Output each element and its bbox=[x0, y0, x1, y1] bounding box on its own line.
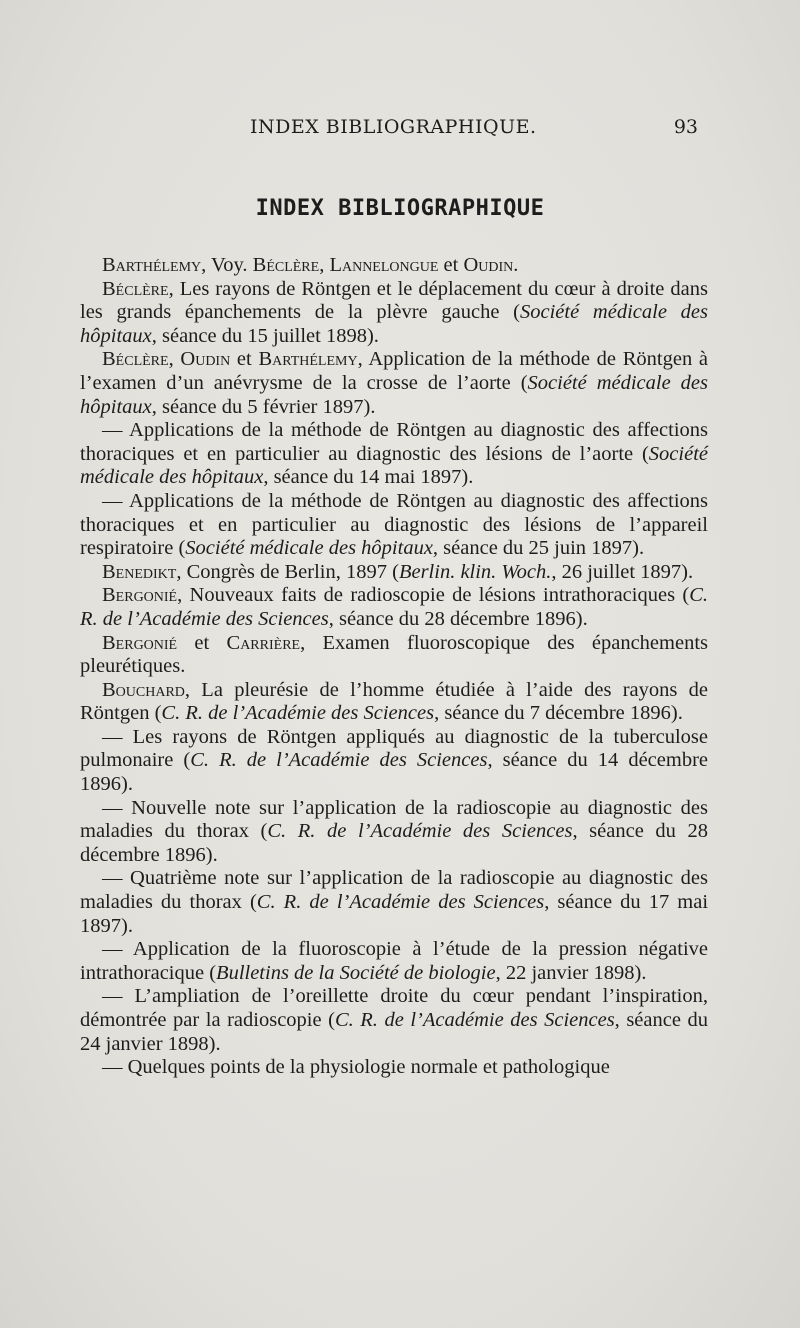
bib-entry-bouchard-4: — Quatrième note sur l’application de la radioscopie au diagnostic des maladies du thorax (C. R. de l’Académie des Sciences, séance du 17 mai 1897). bbox=[80, 867, 709, 937]
bib-entry-beclere-3: — Applications de la méthode de Röntgen au diagnostic des affections thoraciques et en particulier au diagnostic des lésions de l’appareil respiratoire (Société médicale des hôpitaux, séance du 25 juin 1897). bbox=[80, 489, 708, 560]
bib-entry-bouchard-3: — Nouvelle note sur l’application de la radioscopie au diagnostic des maladies du thorax (C. R. de l’Académie des Sciences, séance du 28 décembre 1896). bbox=[80, 796, 709, 866]
bib-entry-bergonie-carriere: Bergonié et Carrière, Examen fluoroscopique des épanchements pleurétiques. bbox=[80, 631, 709, 678]
page-number: 93 bbox=[673, 116, 698, 138]
bib-entry-barthelemy: Barthélemy, Voy. Béclère, Lannelongue et Oudin. bbox=[102, 254, 519, 276]
running-head bbox=[80, 116, 700, 142]
bib-entry-bouchard-5: — Application de la fluoroscopie à l’étude de la pression négative intrathoracique (Bulletins de la Société de biologie, 22 janvier 1898). bbox=[80, 938, 708, 984]
bib-entry-bouchard-2: — Les rayons de Röntgen appliqués au diagnostic de la tuberculose pulmonaire (C. R. de l’Académie des Sciences, séance du 14 décembre 1896). bbox=[80, 725, 708, 796]
bib-entry-bouchard-6: — L’ampliation de l’oreillette droite du cœur pendant l’inspiration, démontrée par la radioscopie (C. R. de l’Académie des Sciences, séance du 24 janvier 1898). bbox=[80, 985, 708, 1055]
bib-entry-bouchard-1: Bouchard, La pleurésie de l’homme étudiée à l’aide des rayons de Röntgen (C. R. de l’Académie des Sciences, séance du 7 décembre 1896). bbox=[80, 678, 708, 725]
bib-entry-bergonie-1: Bergonié, Nouveaux faits de radioscopie de lésions intrathoraciques (C. R. de l’Académie des Sciences, séance du 28 décembre 1896). bbox=[80, 584, 708, 630]
section-title: INDEX BIBLIOGRAPHIQUE bbox=[255, 196, 545, 221]
bib-entry-beclere-oudin: Béclère, Oudin et Barthélemy, Application de la méthode de Röntgen à l’examen d’un anévrysme de la crosse de l’aorte (Société médicale des hôpitaux, séance du 5 février 1897). bbox=[80, 348, 709, 418]
bib-entry-beclere-2: — Applications de la méthode de Röntgen au diagnostic des affections thoraciques et en particulier au diagnostic des lésions de l’aorte (Société médicale des hôpitaux, séance du 14 mai 1897). bbox=[80, 419, 708, 489]
running-head-title: INDEX BIBLIOGRAPHIQUE. bbox=[250, 116, 537, 138]
bib-entry-bouchard-7: — Quelques points de la physiologie normale et pathologique bbox=[102, 1056, 610, 1079]
bib-entry-benedikt: Benedikt, Congrès de Berlin, 1897 (Berlin. klin. Woch., 26 juillet 1897). bbox=[102, 560, 694, 583]
bib-entry-beclere-1: Béclère, Les rayons de Röntgen et le déplacement du cœur à droite dans les grands épanchements de la plèvre gauche (Société médicale des hôpitaux, séance du 15 juillet 1898). bbox=[80, 277, 708, 347]
bibliography-list bbox=[80, 254, 708, 1080]
